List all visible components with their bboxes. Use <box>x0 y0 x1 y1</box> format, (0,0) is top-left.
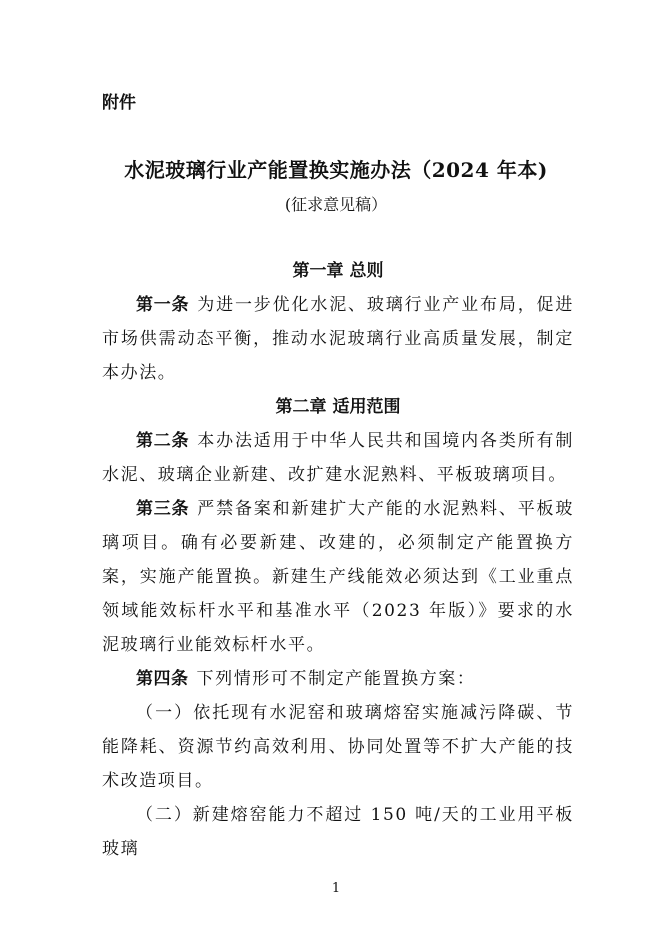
article-label: 第四条 <box>136 669 189 689</box>
article-paragraph <box>102 662 574 696</box>
article-text: 本办法适用于中华人民共和国境内各类所有制水泥、玻璃企业新建、改扩建水泥熟料、平板玻璃项目。 <box>102 431 574 485</box>
document-body <box>102 254 574 866</box>
article-label: 第二条 <box>136 431 190 451</box>
page-number: 1 <box>331 881 341 896</box>
article-text: 严禁备案和新建扩大产能的水泥熟料、平板玻璃项目。确有必要新建、改建的，必须制定产能置换方案，实施产能置换。新建生产线能效必须达到《工业重点领域能效标杆水平和基准水平（2023 年版）》要求的水泥玻璃行业能效标杆水平。 <box>102 499 574 655</box>
chapter-heading: 第一章 总则 <box>292 261 384 281</box>
article-text: 下列情形可不制定产能置换方案： <box>196 669 476 689</box>
article-paragraph <box>102 424 574 492</box>
article-paragraph <box>102 492 574 662</box>
attachment-label: 附件 <box>102 93 136 113</box>
article-paragraph <box>102 288 574 390</box>
chapter-heading: 第二章 适用范围 <box>275 397 401 417</box>
article-label: 第三条 <box>136 499 190 519</box>
article-label: 第一条 <box>136 295 190 315</box>
list-item-paragraph: （一）依托现有水泥窑和玻璃熔窑实施减污降碳、节能降耗、资源节约高效利用、协同处置等不扩大产能的技术改造项目。 <box>102 703 574 791</box>
article-text: 为进一步优化水泥、玻璃行业产业布局，促进市场供需动态平衡，推动水泥玻璃行业高质量发展，制定本办法。 <box>102 295 574 383</box>
document-subtitle: (征求意见稿） <box>284 195 388 214</box>
document-title: 水泥玻璃行业产能置换实施办法（2024 年本) <box>124 158 548 182</box>
list-item-paragraph: （二）新建熔窑能力不超过 150 吨/天的工业用平板玻璃 <box>102 805 574 859</box>
